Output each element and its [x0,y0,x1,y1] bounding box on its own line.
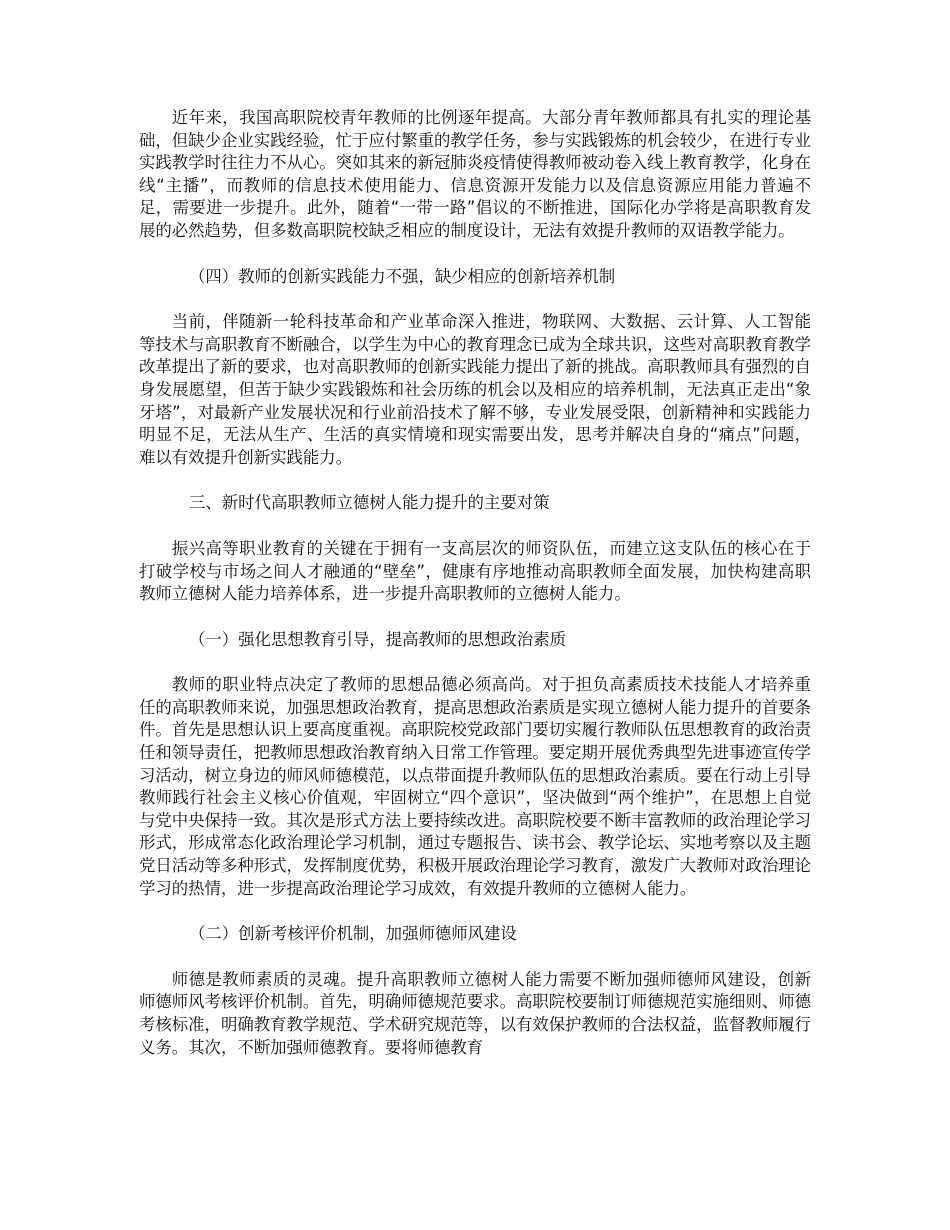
heading-part-three: 三、新时代高职教师立德树人能力提升的主要对策 [189,493,550,513]
heading-section-four: （四）教师的创新实践能力不强，缺少相应的创新培养机制 [189,266,616,286]
paragraph-ethics: 师德是教师素质的灵魂。提升高职教师立德树人能力需要不断加强师德师风建设，创新师德师风考核评价机制。首先，明确师德规范要求。高职院校要制订师德规范实施细则、师德考核标准，明确教育教学规范、学术研究规范等，以有效保护教师的合法权益，监督教师履行义务。其次，不断加强师德教育。要将师德教育 [139,969,812,1057]
heading-section-one: （一）强化思想教育引导，提高教师的思想政治素质 [189,629,566,649]
paragraph-revitalize: 振兴高等职业教育的关键在于拥有一支高层次的师资队伍，而建立这支队伍的核心在于打破学校与市场之间人才融通的“壁垒”，健康有序地推动高职教师全面发展，加快构建高职教师立德树人能力培养体系，进一步提升高职教师的立德树人能力。 [139,538,811,604]
paragraph-young-teachers: 近年来，我国高职院校青年教师的比例逐年提高。大部分青年教师都具有扎实的理论基础，但缺少企业实践经验，忙于应付繁重的教学任务，参与实践锻炼的机会较少，在进行专业实践教学时往往力不从心。突如其来的新冠肺炎疫情使得教师被动卷入线上教育教学，化身在线“主播”，而教师的信息技术使用能力、信息资源开发能力以及信息资源应用能力普遍不足，需要进一步提升。此外，随着“一带一路”倡议的不断推进，国际化办学将是高职教育发展的必然趋势，但多数高职院校缺乏相应的制度设计，无法有效提升教师的双语教学能力。 [139,108,812,240]
paragraph-ideology: 教师的职业特点决定了教师的思想品德必须高尚。对于担负高素质技术技能人才培养重任的高职教师来说，加强思想政治教育，提高思想政治素质是实现立德树人能力提升的首要条件。首先是思想认识上要高度重视。高职院校党政部门要切实履行教师队伍思想教育的政治责任和领导责任，把教师思想政治教育纳入日常工作管理。要定期开展优秀典型先进事迹宣传学习活动，树立身边的师风师德模范，以点带面提升教师队伍的思想政治素质。要在行动上引导教师践行社会主义核心价值观，牢固树立“四个意识”，坚决做到“两个维护”，在思想上自觉与党中央保持一致。其次是形式方法上要持续改进。高职院校要不断丰富教师的政治理论学习形式，形成常态化政治理论学习机制，通过专题报告、读书会、教学论坛、实地考察以及主题党日活动等多种形式，发挥制度优势，积极开展政治理论学习教育，激发广大教师对政治理论学习的热情，进一步提高政治理论学习成效，有效提升教师的立德树人能力。 [139,675,812,898]
document-page [139,107,811,1082]
heading-section-two: （二）创新考核评价机制，加强师德师风建设 [189,924,517,944]
paragraph-innovation: 当前，伴随新一轮科技革命和产业革命深入推进，物联网、大数据、云计算、人工智能等技术与高职教育不断融合，以学生为中心的教育理念已成为全球共识，这些对高职教育教学改革提出了新的要求，也对高职教师的创新实践能力提出了新的挑战。高职教师具有强烈的自身发展愿望，但苦于缺少实践锻炼和社会历练的机会以及相应的培养机制，无法真正走出“象牙塔”，对最新产业发展状况和行业前沿技术了解不够，专业发展受限，创新精神和实践能力明显不足，无法从生产、生活的真实情境和现实需要出发，思考并解决自身的“痛点”问题，难以有效提升创新实践能力。 [139,312,812,467]
